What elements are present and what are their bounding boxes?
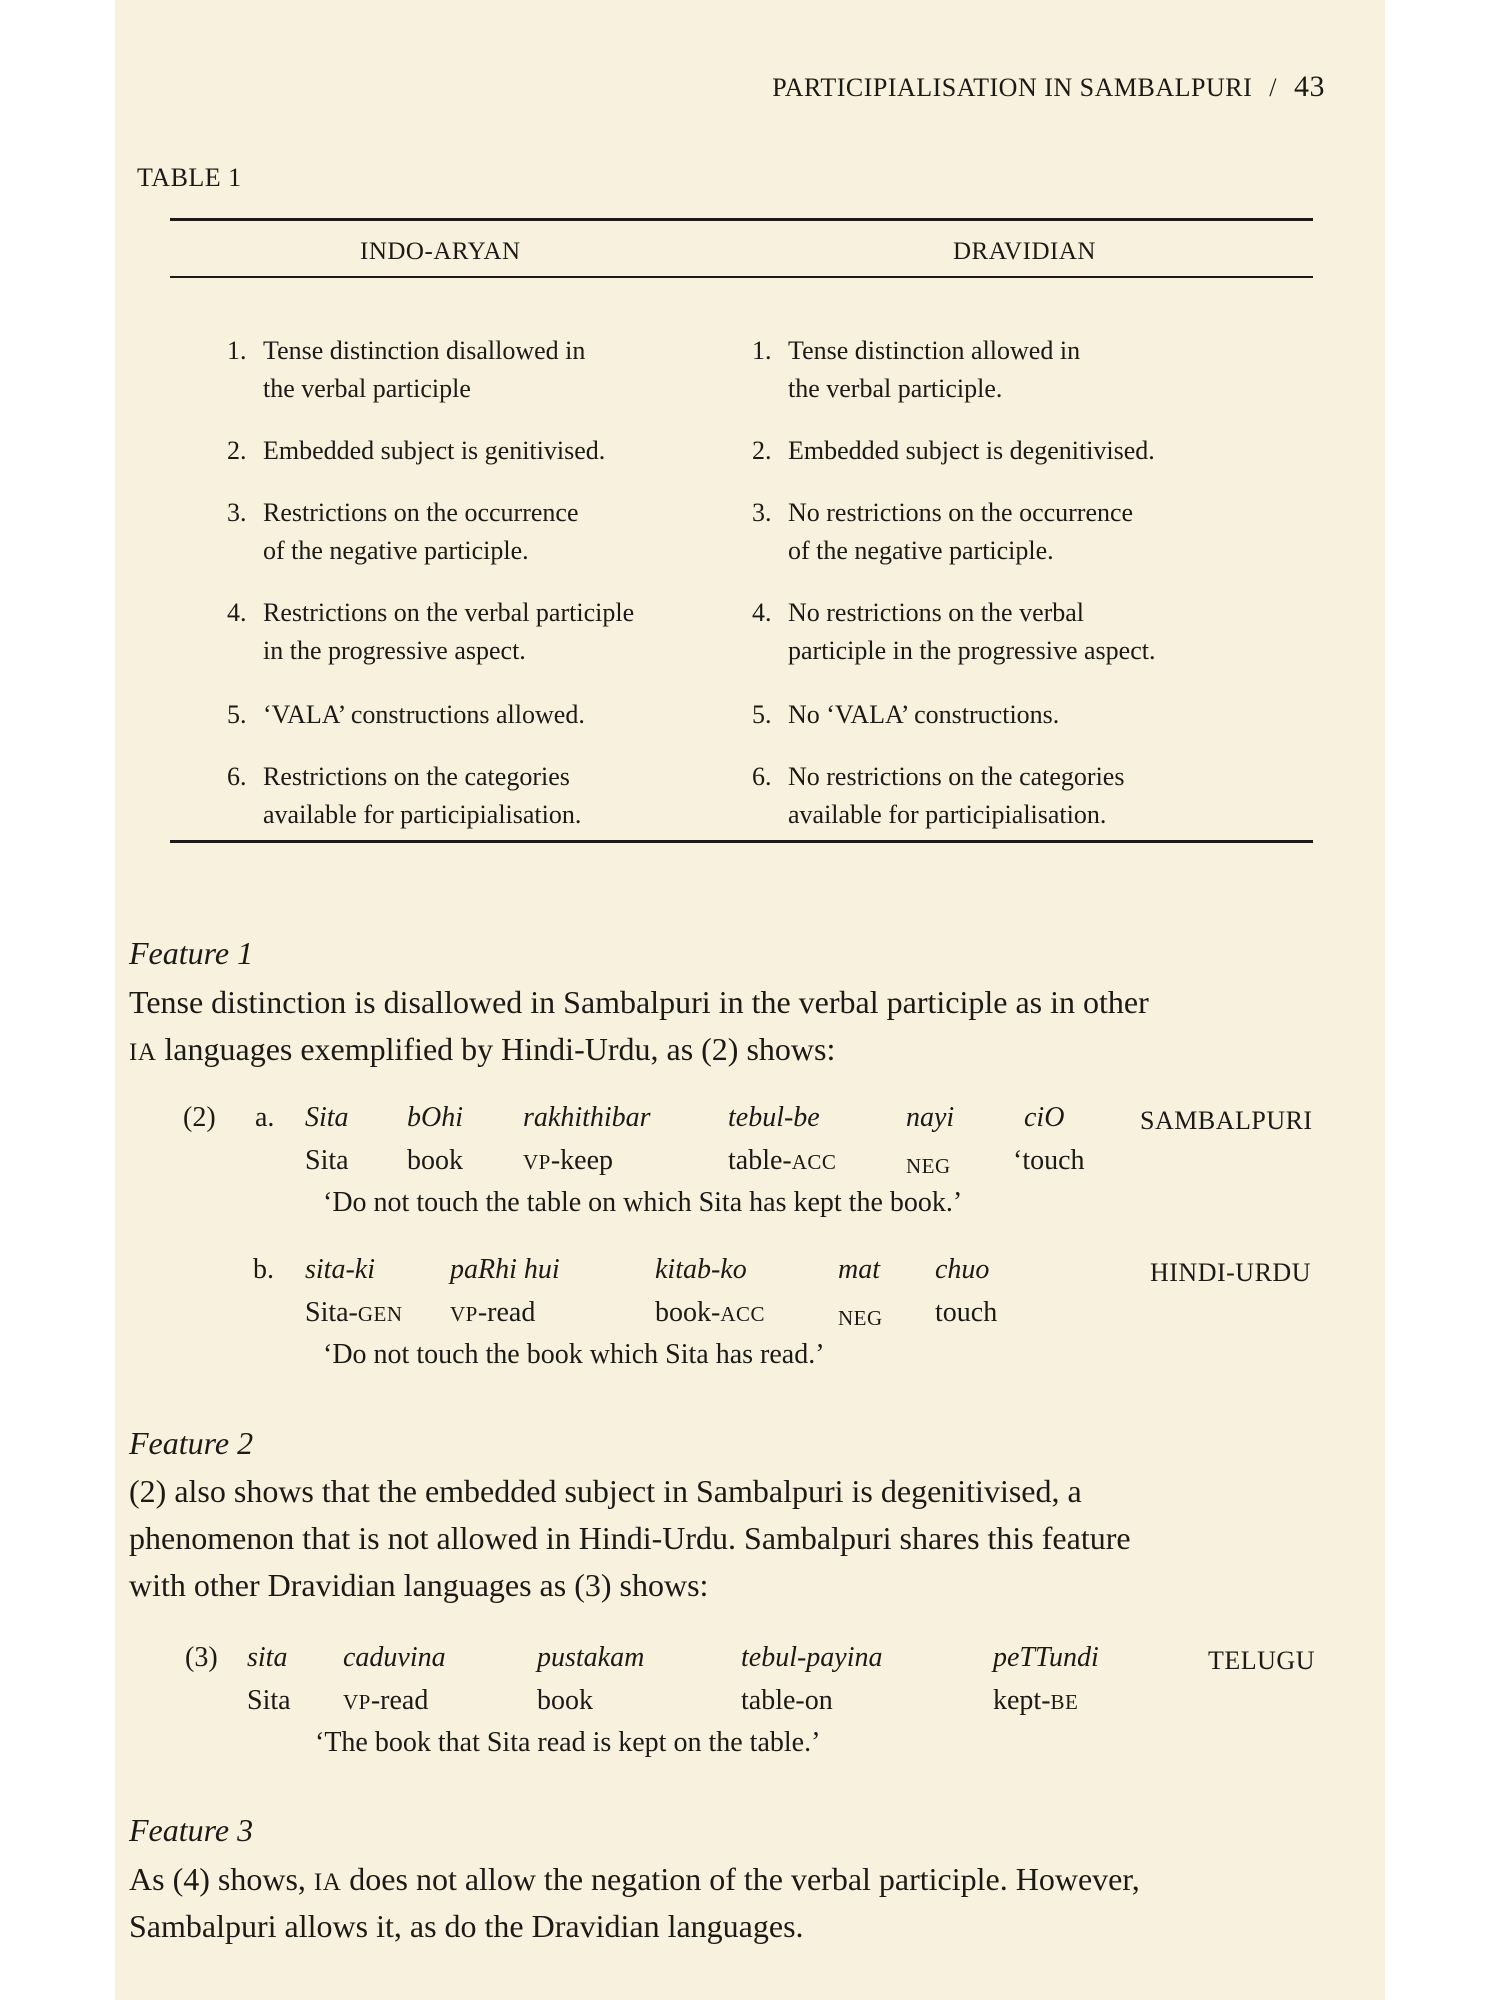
gloss — [305, 1297, 403, 1329]
gloss: ‘touch — [1013, 1145, 1085, 1176]
abbreviation-neg: NEG — [906, 1154, 951, 1178]
word: tebul-be — [728, 1102, 820, 1133]
table-bottom-rule — [170, 840, 1313, 843]
row-text-line: available for participialisation. — [788, 800, 1107, 829]
feature-1-line-1: Tense distinction is disallowed in Sambalpuri in the verbal participle as in other — [129, 984, 1149, 1020]
row-text-line: participle in the progressive aspect. — [788, 636, 1156, 665]
gloss-text: table- — [728, 1145, 792, 1176]
word: chuo — [935, 1254, 990, 1285]
gloss-text: -keep — [550, 1145, 614, 1176]
gloss: book — [407, 1145, 463, 1176]
row-number: 3. — [752, 498, 772, 527]
column-header-indo-aryan: INDO-ARYAN — [360, 238, 521, 265]
translation: ‘The book that Sita read is kept on the table.’ — [315, 1727, 821, 1758]
row-text-line: Tense distinction allowed in — [788, 336, 1081, 365]
word: rakhithibar — [523, 1102, 651, 1133]
book-page — [115, 0, 1385, 2000]
feature-3-heading: Feature 3 — [129, 1812, 254, 1848]
feature-1-heading: Feature 1 — [129, 935, 254, 971]
word: kitab-ko — [655, 1254, 747, 1285]
row-number: 2. — [227, 436, 247, 465]
line-text: As (4) shows, — [129, 1861, 314, 1897]
abbreviation-acc: ACC — [720, 1302, 766, 1326]
gloss-text: Sita- — [305, 1297, 358, 1328]
row-text-line: Restrictions on the categories — [263, 762, 570, 791]
row-number: 2. — [752, 436, 772, 465]
row-text-line: ‘VALA’ constructions allowed. — [263, 700, 585, 729]
gloss — [993, 1685, 1078, 1717]
word: bOhi — [407, 1102, 463, 1133]
abbreviation-vp: VP — [523, 1150, 551, 1174]
gloss — [838, 1301, 883, 1333]
gloss — [655, 1297, 765, 1329]
gloss — [728, 1145, 836, 1177]
row-number: 3. — [227, 498, 247, 527]
row-number: 1. — [227, 336, 247, 365]
word: sita — [247, 1642, 288, 1673]
row-text-line: in the progressive aspect. — [263, 636, 526, 665]
example-number: (2) — [183, 1102, 216, 1133]
row-number: 5. — [752, 700, 772, 729]
abbreviation-neg: NEG — [838, 1306, 883, 1330]
word: sita-ki — [305, 1254, 375, 1285]
row-text-line: Restrictions on the verbal participle — [263, 598, 635, 627]
feature-2-line-2: phenomenon that is not allowed in Hindi-Urdu. Sambalpuri shares this feature — [129, 1520, 1131, 1556]
header-separator: / — [1269, 73, 1277, 102]
word: caduvina — [343, 1642, 446, 1673]
chapter-title: PARTICIPIALISATION IN SAMBALPURI — [772, 73, 1253, 102]
row-text-line: No restrictions on the occurrence — [788, 498, 1134, 527]
row-text-line: of the negative participle. — [788, 536, 1054, 565]
gloss: Sita — [305, 1145, 349, 1176]
row-number: 5. — [227, 700, 247, 729]
table-caption: TABLE 1 — [137, 163, 242, 192]
feature-2-line-3: with other Dravidian languages as (3) shows: — [129, 1567, 709, 1603]
gloss: Sita — [247, 1685, 291, 1716]
row-number: 4. — [752, 598, 772, 627]
gloss-text: book- — [655, 1297, 721, 1328]
gloss — [906, 1149, 951, 1181]
abbreviation-ia: IA — [129, 1039, 157, 1066]
word: mat — [838, 1254, 880, 1285]
word: pustakam — [537, 1642, 645, 1673]
gloss-text: -read — [370, 1685, 429, 1716]
language-label: SAMBALPURI — [1140, 1106, 1313, 1135]
language-label: TELUGU — [1208, 1646, 1315, 1675]
gloss — [450, 1297, 535, 1329]
feature-2-heading: Feature 2 — [129, 1425, 254, 1461]
gloss: table-on — [741, 1685, 833, 1716]
example-label: b. — [253, 1254, 274, 1285]
row-text-line: Restrictions on the occurrence — [263, 498, 579, 527]
row-number: 6. — [227, 762, 247, 791]
gloss — [523, 1145, 613, 1177]
row-text-line: Embedded subject is genitivised. — [263, 436, 606, 465]
gloss-text: -read — [477, 1297, 536, 1328]
page-number: 43 — [1294, 70, 1325, 103]
row-text-line: available for participialisation. — [263, 800, 582, 829]
row-number: 6. — [752, 762, 772, 791]
row-text-line: Embedded subject is degenitivised. — [788, 436, 1155, 465]
abbreviation-ia: IA — [313, 1869, 342, 1896]
line-text: languages exemplified by Hindi-Urdu, as (2) shows: — [156, 1031, 836, 1067]
row-number: 4. — [227, 598, 247, 627]
abbreviation-acc: ACC — [791, 1150, 837, 1174]
table-top-rule — [170, 218, 1313, 221]
example-number: (3) — [185, 1642, 218, 1673]
translation: ‘Do not touch the table on which Sita has kept the book.’ — [323, 1187, 963, 1218]
row-text-line: No restrictions on the verbal — [788, 598, 1085, 627]
feature-2-line-1: (2) also shows that the embedded subject in Sambalpuri is degenitivised, a — [129, 1473, 1082, 1509]
line-text: does not allow the negation of the verbal participle. However, — [341, 1861, 1140, 1897]
feature-3-line-1 — [129, 1856, 1140, 1906]
gloss — [343, 1685, 428, 1717]
abbreviation-be: BE — [1050, 1690, 1079, 1714]
row-text-line: the verbal participle — [263, 374, 471, 403]
word: tebul-payina — [741, 1642, 883, 1673]
gloss: touch — [935, 1297, 998, 1328]
abbreviation-vp: VP — [343, 1690, 371, 1714]
feature-1-line-2 — [129, 1026, 835, 1076]
row-text-line: No restrictions on the categories — [788, 762, 1125, 791]
table-header-rule — [170, 276, 1313, 278]
row-text-line: No ‘VALA’ constructions. — [788, 700, 1060, 729]
row-text-line: the verbal participle. — [788, 374, 1003, 403]
feature-3-line-2: Sambalpuri allows it, as do the Dravidian languages. — [129, 1908, 804, 1944]
row-number: 1. — [752, 336, 772, 365]
language-label: HINDI-URDU — [1150, 1258, 1311, 1287]
gloss: book — [537, 1685, 593, 1716]
word: nayi — [906, 1102, 955, 1133]
row-text-line: of the negative participle. — [263, 536, 529, 565]
column-header-dravidian: DRAVIDIAN — [953, 238, 1096, 265]
example-label: a. — [255, 1102, 275, 1133]
word: paRhi hui — [450, 1254, 560, 1285]
running-header — [772, 70, 1325, 104]
translation: ‘Do not touch the book which Sita has read.’ — [323, 1339, 825, 1370]
word: Sita — [305, 1102, 349, 1133]
word: ciO — [1024, 1102, 1065, 1133]
word: peTTundi — [993, 1642, 1099, 1673]
abbreviation-vp: VP — [450, 1302, 478, 1326]
gloss-text: kept- — [993, 1685, 1051, 1716]
row-text-line: Tense distinction disallowed in — [263, 336, 586, 365]
abbreviation-gen: GEN — [357, 1302, 403, 1326]
